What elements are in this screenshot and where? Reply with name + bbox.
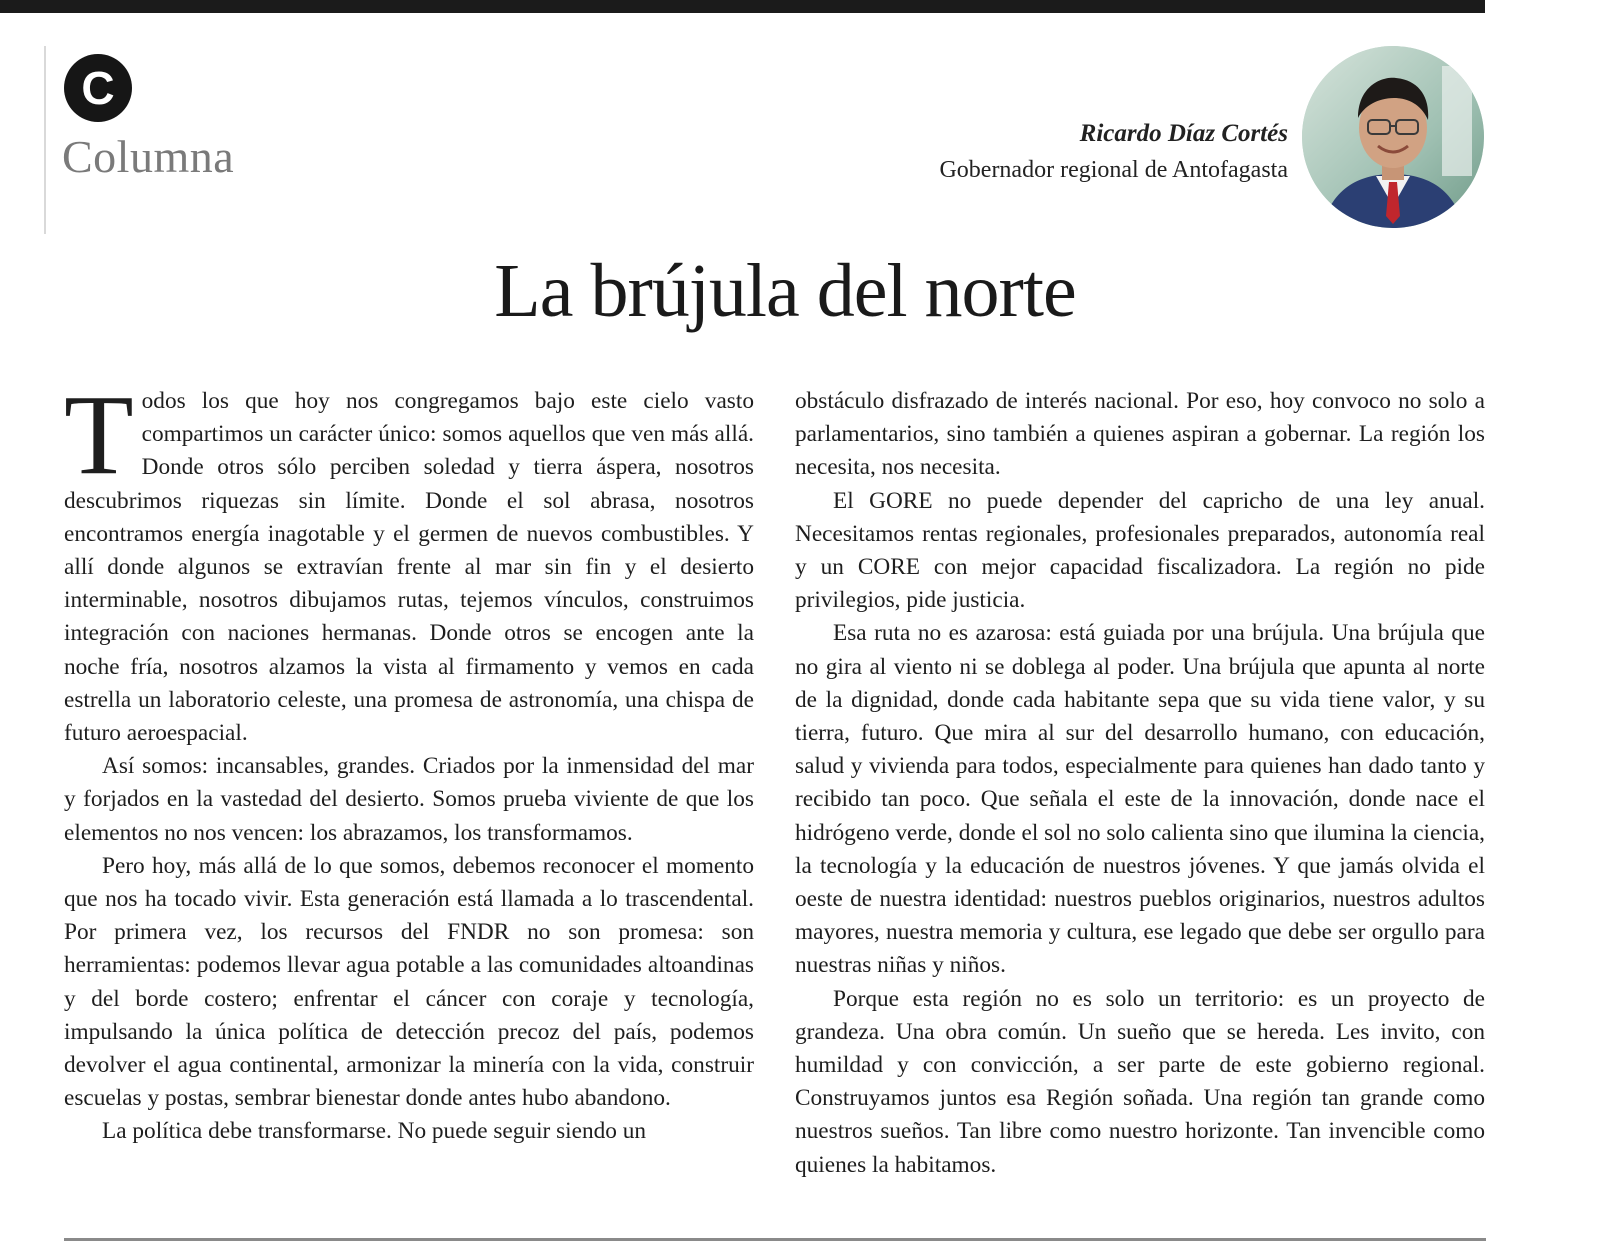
author-role: Gobernador regional de Antofagasta bbox=[939, 157, 1288, 183]
paragraph: Así somos: incansables, grandes. Criados por la inmensidad del mar y forjados en la vastedad del desierto. Somos prueba viviente de que los elementos no nos vencen: los abrazamos, los transformamos. bbox=[64, 753, 754, 846]
paragraph: Esa ruta no es azarosa: está guiada por una brújula. Una brújula que no gira al viento ni se doblega al poder. Una brújula que apunta al norte de la dignidad, donde cada habitante sepa que su vida tiene valor, y su tierra, futuro. Que mira al sur del desarrollo humano, con educación, salud y vivienda para todos, especialmente para quienes han dado tanto y recibido tan poco. Que señala el este de la innovación, donde nace el hidrógeno verde, donde el sol no solo calienta sino que ilumina la ciencia, la tecnología y la educación de nuestros jóvenes. Y que jamás olvida el oeste de nuestra identidad: nuestros pueblos originarios, nuestros adultos mayores, nuestra memoria y cultura, ese legado que debe ser orgullo para nuestras niñas y niños. bbox=[795, 620, 1485, 979]
article-headline: La brújula del norte bbox=[494, 249, 1076, 333]
author-photo bbox=[1302, 46, 1484, 228]
paragraph: Pero hoy, más allá de lo que somos, debemos reconocer el momento que nos ha tocado vivir. Esta generación está llamada a lo trascendental. Por primera vez, los recursos del FNDR no son promesa: son herramientas: podemos llevar agua potable a las comunidades altoandinas y del borde costero; enfrentar el cáncer con coraje y tecnología, impulsando la única política de detección precoz del país, podemos devolver el agua continental, armonizar la minería con la vida, construir escuelas y postas, sembrar bienestar donde antes hubo abandono. bbox=[64, 852, 754, 1112]
bottom-rule bbox=[64, 1238, 1486, 1241]
author-name: Ricardo Díaz Cortés bbox=[1079, 120, 1288, 147]
top-rule bbox=[0, 0, 1485, 13]
article-column-right bbox=[795, 385, 1485, 1182]
article-column-left bbox=[64, 371, 754, 1149]
author-portrait-icon bbox=[1302, 46, 1484, 228]
paragraph: Todos los que hoy nos congregamos bajo este cielo vasto compartimos un carácter único: somos aquellos que ven más allá. Donde otros sólo perciben soledad y tierra áspera, nosotros descubrimos riquezas sin límite. Donde el sol abrasa, nosotros encontramos energía inagotable y el germen de nuevos combustibles. Y allí donde algunos se extravían frente al mar sin fin y el desierto interminable, nosotros dibujamos rutas, tejemos vínculos, construimos integración con naciones hermanas. Donde otros se encogen ante la noche fría, nosotros alzamos la vista al firmamento y vemos en cada estrella un laboratorio celeste, una promesa de astronomía, una chispa de futuro aeroespacial. bbox=[64, 371, 754, 747]
paragraph: obstáculo disfrazado de interés nacional. Por eso, hoy convoco no solo a parlamentarios, sino también a quienes aspiran a gobernar. La región los necesita, nos necesita. bbox=[795, 388, 1485, 481]
paragraph: El GORE no puede depender del capricho de una ley anual. Necesitamos rentas regionales, profesionales preparados, autonomía real y un CORE con mejor capacidad fiscalizadora. La región no pide privilegios, pide justicia. bbox=[795, 487, 1485, 614]
paragraph: Porque esta región no es solo un territorio: es un proyecto de grandeza. Una obra común. Un sueño que se hereda. Les invito, con humildad y con convicción, a ser parte de este gobierno regional. Construyamos juntos esa Región soñada. Una región tan grande como nuestros sueños. Tan libre como nuestro horizonte. Tan invencible como quienes la habitamos. bbox=[795, 985, 1485, 1178]
section-divider bbox=[44, 46, 46, 234]
section-label: Columna bbox=[62, 131, 235, 182]
section-badge-icon: C bbox=[64, 54, 132, 122]
paragraph: La política debe transformarse. No puede seguir siendo un bbox=[102, 1118, 647, 1145]
